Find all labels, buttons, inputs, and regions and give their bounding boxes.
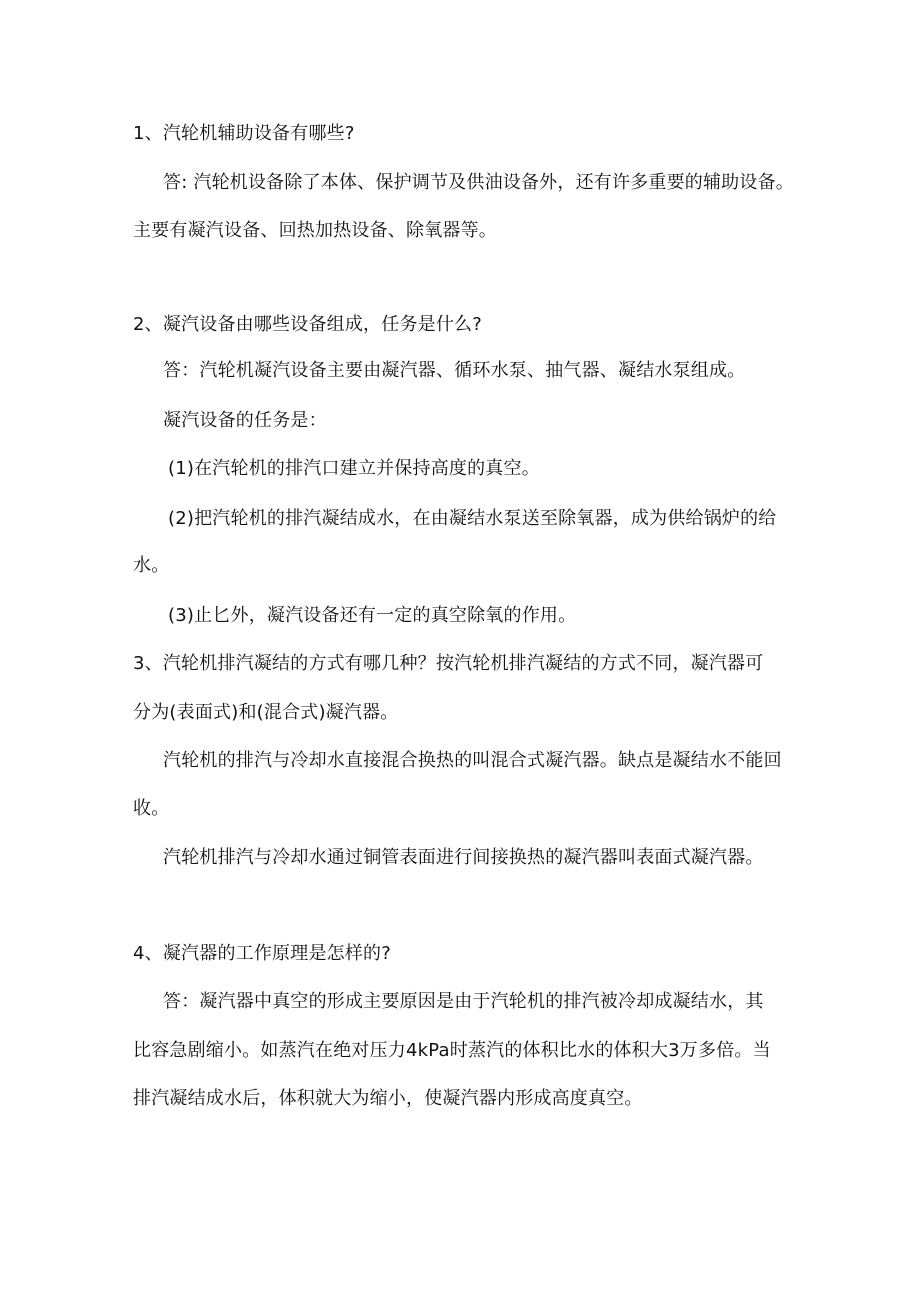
answer-1-line-2: 主要有凝汽设备、回热加热设备、除氧器等。 bbox=[133, 220, 497, 241]
answer-2-line-5: 水。 bbox=[133, 555, 170, 576]
question-1: 1、汽轮机辅助设备有哪些? bbox=[133, 123, 355, 144]
answer-2-line-4: (2)把汽轮机的排汽凝结成水，在由凝结水泵送至除氧器，成为供给锅炉的给 bbox=[168, 508, 777, 529]
answer-3-line-3: 汽轮机排汽与冷却水通过铜管表面进行间接换热的凝汽器叫表面式凝汽器。 bbox=[163, 847, 764, 868]
answer-4-line-1: 答：凝汽器中真空的形成主要原因是由于汽轮机的排汽被冷却成凝结水，其 bbox=[163, 991, 764, 1012]
answer-2-line-3: (1)在汽轮机的排汽口建立并保持高度的真空。 bbox=[168, 458, 540, 479]
answer-3-line-2: 收。 bbox=[133, 798, 170, 819]
answer-2-line-6: (3)止匕外，凝汽设备还有一定的真空除氧的作用。 bbox=[168, 605, 577, 626]
answer-4-line-3: 排汽凝结成水后，体积就大为缩小，使凝汽器内形成高度真空。 bbox=[133, 1088, 643, 1109]
answer-3-line-1: 汽轮机的排汽与冷却水直接混合换热的叫混合式凝汽器。缺点是凝结水不能回 bbox=[163, 750, 782, 771]
question-3-line-2: 分为(表面式)和(混合式)凝汽器。 bbox=[133, 702, 399, 723]
question-2: 2、凝汽设备由哪些设备组成，任务是什么? bbox=[133, 314, 483, 335]
answer-2-line-2: 凝汽设备的任务是： bbox=[163, 410, 327, 431]
question-4: 4、凝汽器的工作原理是怎样的? bbox=[133, 943, 392, 964]
question-3-line-1: 3、汽轮机排汽凝结的方式有哪几种？按汽轮机排汽凝结的方式不同，凝汽器可 bbox=[133, 653, 764, 674]
answer-2-line-1: 答：汽轮机凝汽设备主要由凝汽器、循环水泵、抽气器、凝结水泵组成。 bbox=[163, 360, 746, 381]
answer-1-line-1: 答: 汽轮机设备除了本体、保护调节及供油设备外，还有许多重要的辅助设备。 bbox=[163, 172, 794, 193]
answer-4-line-2: 比容急剧缩小。如蒸汽在绝对压力4kPa时蒸汽的体积比水的体积大3万多倍。当 bbox=[133, 1040, 771, 1061]
